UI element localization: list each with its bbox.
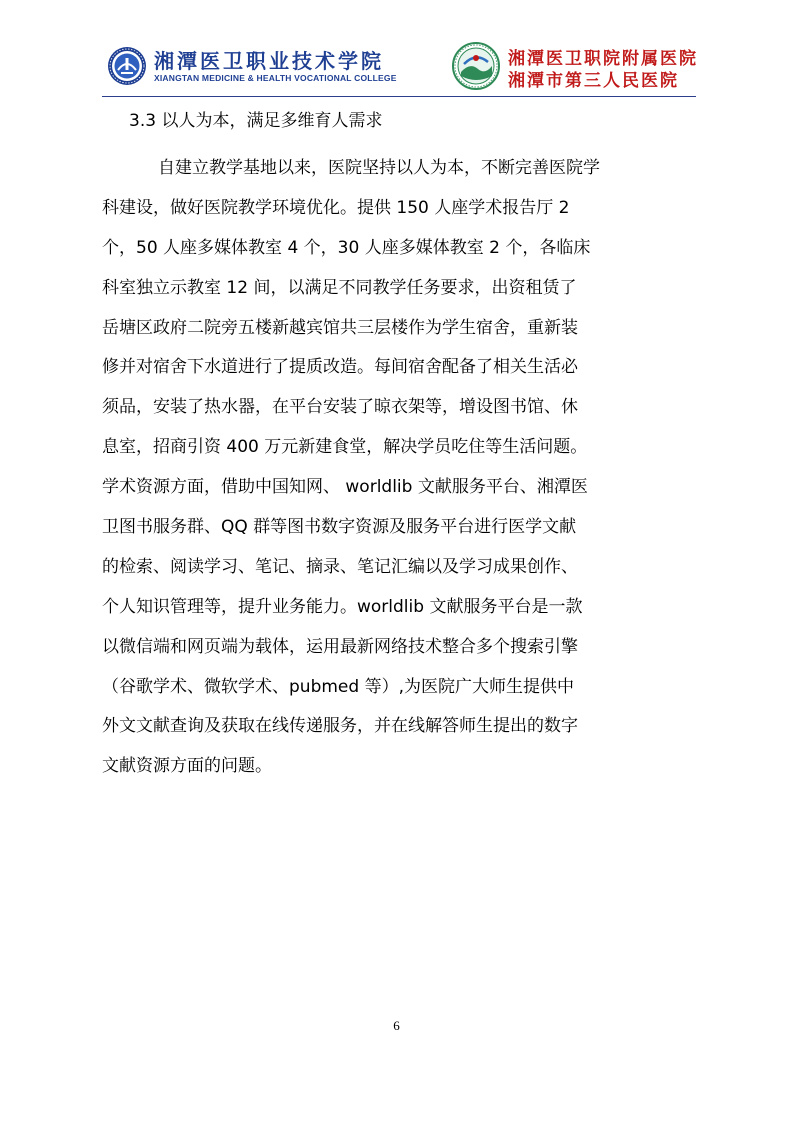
paragraph-line: 自建立教学基地以来，医院坚持以人为本，不断完善医院学	[158, 158, 600, 178]
paragraph-line: 个，50 人座多媒体教室 4 个，30 人座多媒体教室 2 个，各临床	[102, 237, 591, 258]
paragraph-line: 岳塘区政府二院旁五楼新越宾馆共三层楼作为学生宿舍，重新装	[102, 317, 578, 338]
body-paragraph	[102, 149, 702, 787]
paragraph-line: 外文文献查询及获取在线传递服务，并在线解答师生提出的数字	[102, 716, 578, 737]
college-name: 湘潭医卫职业技术学院	[154, 49, 384, 73]
paragraph-line: 个人知识管理等，提升业务能力。worldlib 文献服务平台是一款	[102, 596, 583, 617]
paragraph-line: 以微信端和网页端为载体，运用最新网络技术整合多个搜索引擎	[102, 636, 578, 657]
paragraph-line: 科室独立示教室 12 间，以满足不同教学任务要求，出资租赁了	[102, 277, 577, 298]
paragraph-line: 学术资源方面，借助中国知网、 worldlib 文献服务平台、湘潭医	[102, 477, 588, 498]
section-heading: 3.3 以人为本，满足多维育人需求	[129, 111, 383, 131]
paragraph-line: （谷歌学术、微软学术、pubmed 等）,为医院广大师生提供中	[102, 676, 574, 697]
hospital-name-line2: 湘潭市第三人民医院	[508, 71, 679, 91]
paragraph-line: 科建设，做好医院教学环境优化。提供 150 人座学术报告厅 2	[102, 197, 570, 218]
hospital-name-line1: 湘潭医卫职院附属医院	[508, 49, 698, 69]
college-logo-icon	[107, 46, 147, 86]
page-header	[0, 0, 793, 100]
paragraph-line: 的检索、阅读学习、笔记、摘录、笔记汇编以及学习成果创作、	[102, 556, 578, 577]
paragraph-line: 修并对宿舍下水道进行了提质改造。每间宿舍配备了相关生活必	[102, 357, 578, 378]
paragraph-line: 须品，安装了热水器，在平台安装了晾衣架等，增设图书馆、休	[102, 397, 578, 418]
paragraph-line: 文献资源方面的问题。	[102, 756, 272, 777]
college-name-english: XIANGTAN MEDICINE & HEALTH VOCATIONAL COLLEGE	[154, 73, 397, 83]
hospital-logo-icon	[452, 42, 500, 90]
paragraph-line: 息室，招商引资 400 万元新建食堂，解决学员吃住等生活问题。	[102, 437, 588, 458]
header-divider	[102, 96, 696, 97]
paragraph-line: 卫图书服务群、QQ 群等图书数字资源及服务平台进行医学文献	[102, 517, 577, 538]
page-number: 6	[393, 1018, 400, 1033]
